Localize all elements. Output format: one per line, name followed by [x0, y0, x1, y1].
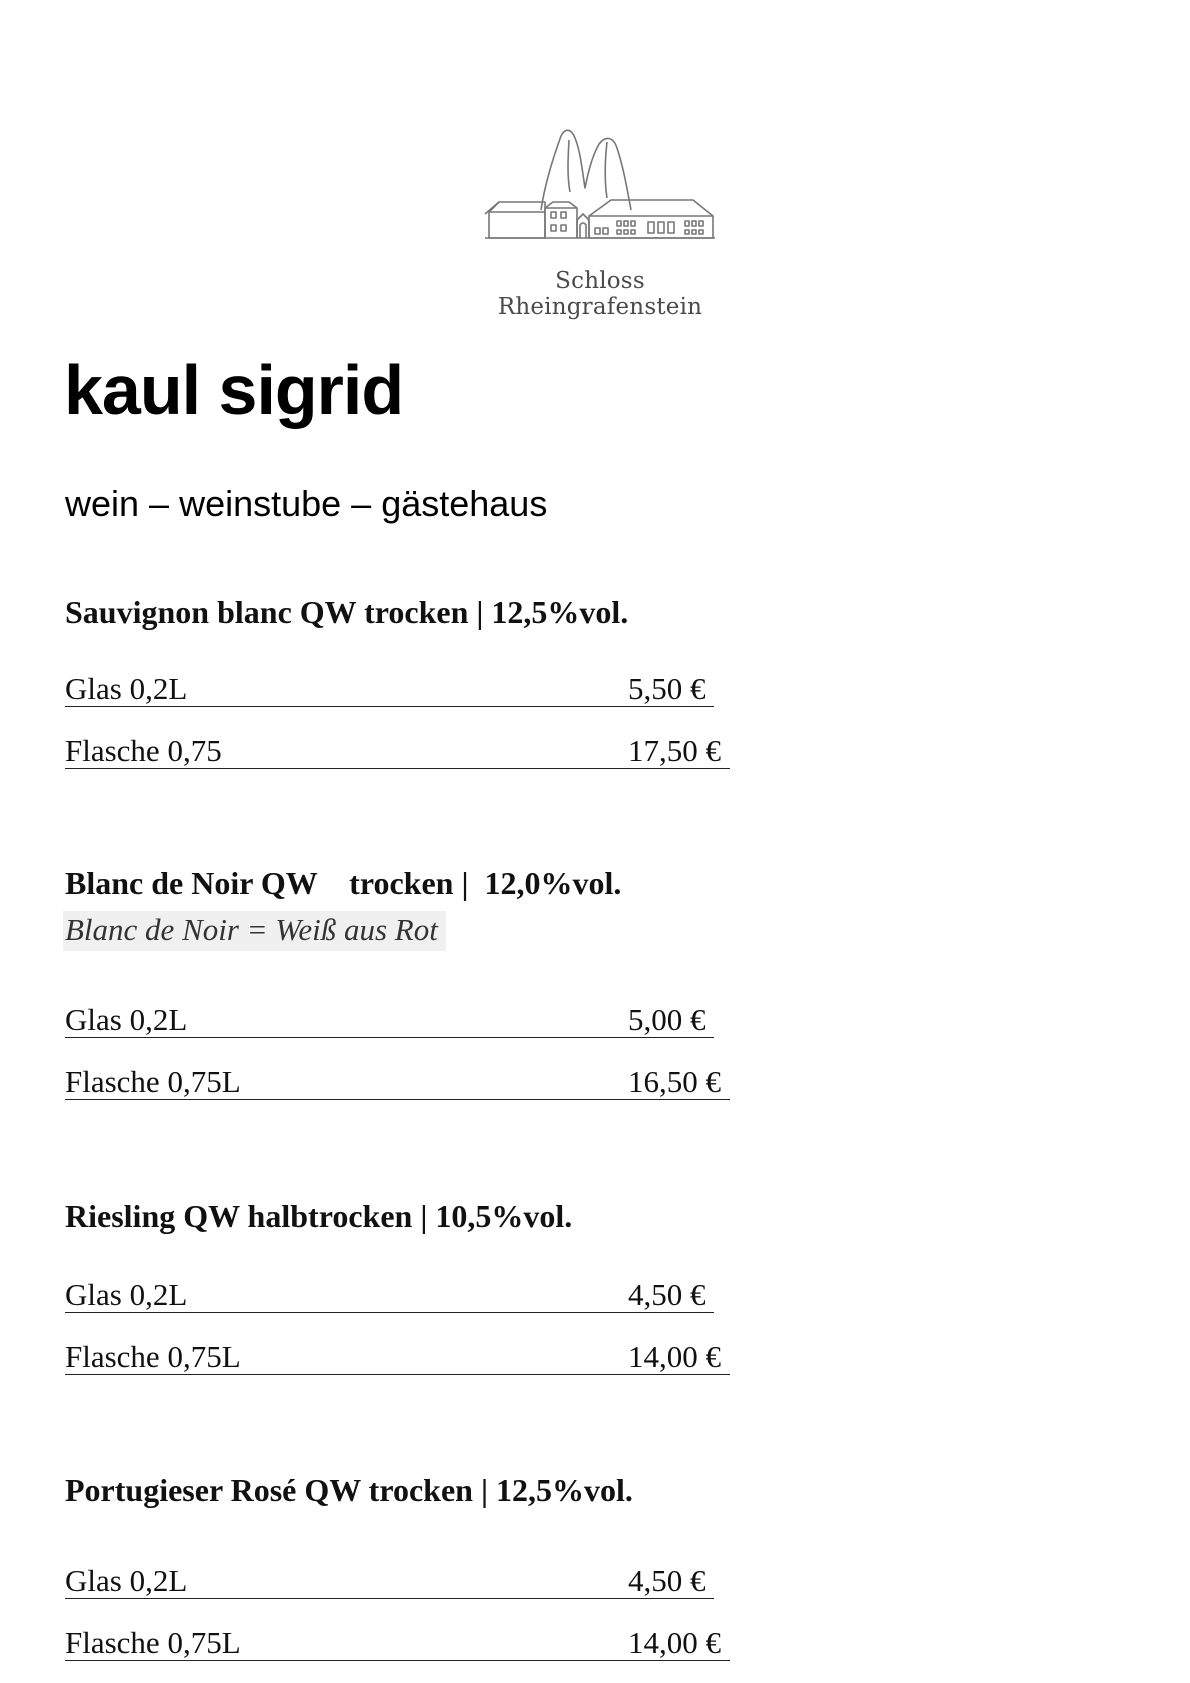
price-label: Glas 0,2L	[65, 1002, 188, 1037]
price-row-glass	[65, 666, 714, 707]
price-label: Flasche 0,75	[65, 733, 222, 768]
price-label: Glas 0,2L	[65, 1563, 188, 1598]
price-row-bottle	[65, 1620, 730, 1661]
price-row-glass	[65, 1558, 714, 1599]
page-subtitle: wein – weinstube – gästehaus	[65, 483, 548, 524]
price-label: Glas 0,2L	[65, 1277, 188, 1312]
price-label: Flasche 0,75L	[65, 1339, 241, 1374]
wine-name: Portugieser Rosé QW trocken | 12,5%vol.	[65, 1472, 633, 1508]
price-value: 17,50 €	[628, 733, 721, 768]
price-value: 4,50 €	[628, 1277, 706, 1312]
castle-mountain-logo-icon	[483, 128, 717, 263]
wine-section-portugieser-rose	[65, 1472, 765, 1660]
page-title: kaul sigrid	[64, 351, 404, 429]
wine-section-sauvignon-blanc	[65, 594, 765, 768]
logo-text: Schloss Rheingrafenstein	[497, 268, 703, 320]
price-value: 14,00 €	[628, 1339, 721, 1374]
wine-name: Riesling QW halbtrocken | 10,5%vol.	[65, 1198, 573, 1234]
price-label: Flasche 0,75L	[65, 1064, 241, 1099]
logo	[455, 128, 745, 320]
price-value: 4,50 €	[628, 1563, 706, 1598]
price-value: 5,50 €	[628, 671, 706, 706]
wine-note: Blanc de Noir = Weiß aus Rot	[63, 911, 446, 951]
price-row-bottle	[65, 1059, 730, 1100]
price-value: 16,50 €	[628, 1064, 721, 1099]
wine-name: Sauvignon blanc QW trocken | 12,5%vol.	[65, 594, 629, 630]
wine-section-blanc-de-noir	[65, 865, 765, 1099]
wine-name: Blanc de Noir QW trocken | 12,0%vol.	[65, 865, 622, 901]
price-value: 5,00 €	[628, 1002, 706, 1037]
price-row-glass	[65, 1272, 714, 1313]
price-label: Glas 0,2L	[65, 671, 188, 706]
wine-section-riesling	[65, 1198, 765, 1374]
price-label: Flasche 0,75L	[65, 1625, 241, 1660]
price-row-bottle	[65, 728, 730, 769]
price-value: 14,00 €	[628, 1625, 721, 1660]
price-row-bottle	[65, 1334, 730, 1375]
price-row-glass	[65, 997, 714, 1038]
